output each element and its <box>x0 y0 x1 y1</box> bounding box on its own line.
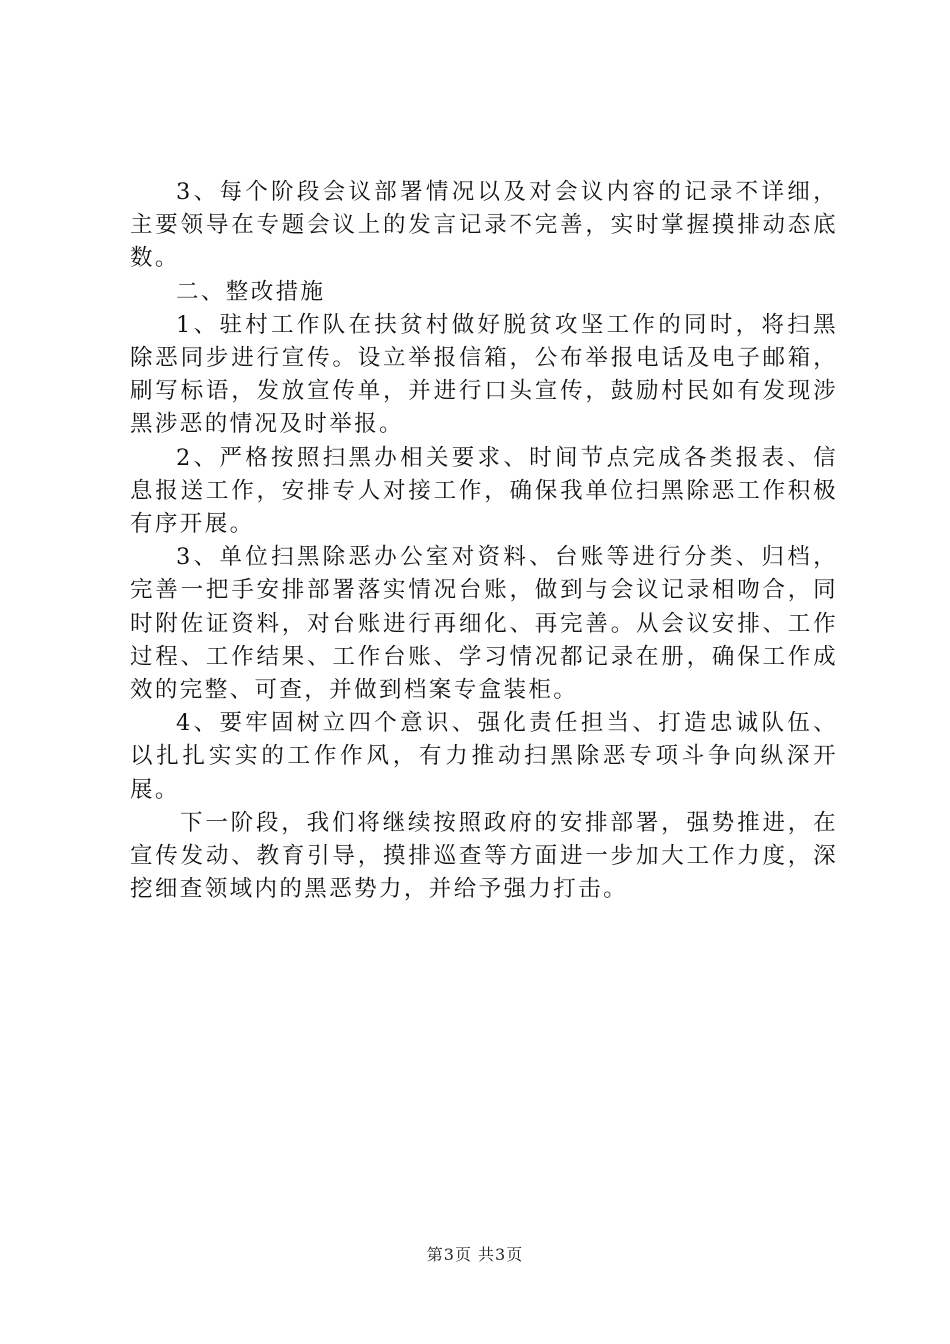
paragraph-measure-3: 3、单位扫黑除恶办公室对资料、台账等进行分类、归档，完善一把手安排部署落实情况台账，做到与会议记录相吻合，同时附佐证资料，对台账进行再细化、再完善。从会议安排、工作过程、工作结果、工作台账、学习情况都记录在册，确保工作成效的完整、可查，并做到档案专盒装柜。 <box>130 544 838 704</box>
paragraph-measure-2: 2、严格按照扫黑办相关要求、时间节点完成各类报表、信息报送工作，安排专人对接工作，确保我单位扫黑除恶工作积极有序开展。 <box>130 444 838 538</box>
document-body <box>130 176 838 906</box>
page-footer: 第3页 共3页 <box>426 1245 524 1264</box>
paragraph-next-stage: 下一阶段，我们将继续按照政府的安排部署，强势推进，在宣传发动、教育引导，摸排巡查等方面进一步加大工作力度，深挖细查领域内的黑恶势力，并给予强力打击。 <box>130 809 838 903</box>
paragraph-item-3-issue: 3、每个阶段会议部署情况以及对会议内容的记录不详细，主要领导在专题会议上的发言记录不完善，实时掌握摸排动态底数。 <box>130 179 838 272</box>
paragraph-measure-1: 1、驻村工作队在扶贫村做好脱贫攻坚工作的同时，将扫黑除恶同步进行宣传。设立举报信箱，公布举报电话及电子邮箱，刷写标语，发放宣传单，并进行口头宣传，鼓励村民如有发现涉黑涉恶的情况及时举报。 <box>130 311 838 438</box>
section-heading-rectification: 二、整改措施 <box>176 278 326 305</box>
paragraph-measure-4: 4、要牢固树立四个意识、强化责任担当、打造忠诚队伍、以扎扎实实的工作作风，有力推动扫黑除恶专项斗争向纵深开展。 <box>130 710 838 803</box>
